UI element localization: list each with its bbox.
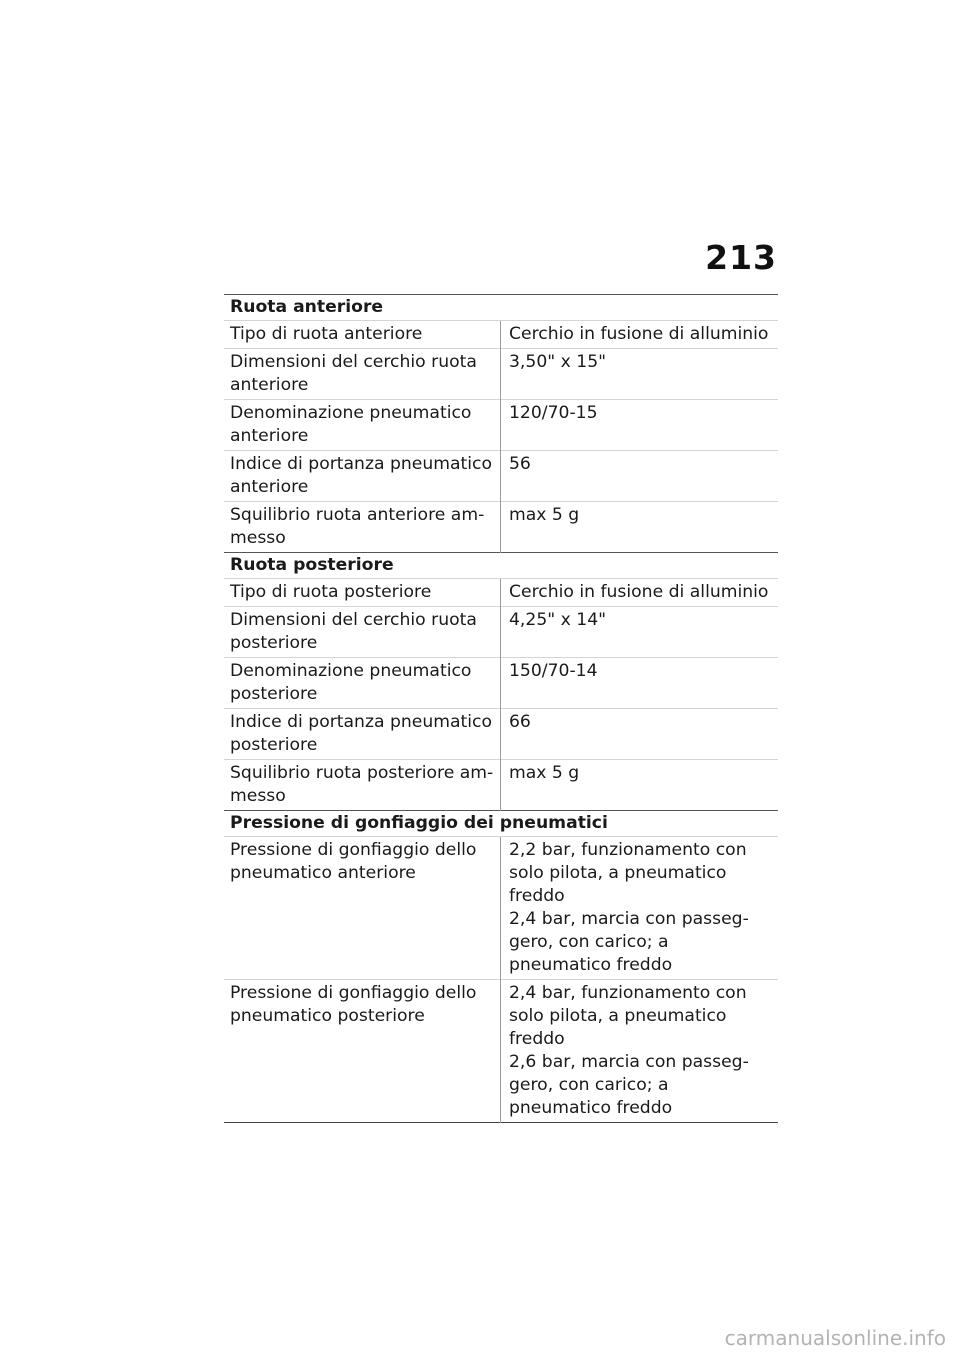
spec-label: Denominazione pneumatico anteriore bbox=[224, 400, 501, 451]
specifications-table bbox=[224, 294, 778, 1123]
spec-value-line: 2,4 bar, funzionamento con solo pilota, a pneumatico freddo bbox=[509, 983, 747, 1049]
spec-value-line: max 5 g bbox=[509, 763, 580, 783]
spec-value bbox=[501, 658, 779, 709]
spec-value bbox=[501, 607, 779, 658]
spec-value-line: 2,2 bar, funzionamento con solo pilota, a pneumatico freddo bbox=[509, 840, 747, 906]
table-row bbox=[224, 837, 778, 980]
spec-value bbox=[501, 400, 779, 451]
spec-value-line: 56 bbox=[509, 454, 531, 474]
table-row bbox=[224, 451, 778, 502]
spec-value bbox=[501, 980, 779, 1123]
table-row bbox=[224, 321, 778, 349]
table-row bbox=[224, 709, 778, 760]
watermark: carmanualsonline.info bbox=[724, 1326, 946, 1350]
table-row bbox=[224, 579, 778, 607]
spec-value bbox=[501, 579, 779, 607]
table-row bbox=[224, 658, 778, 709]
spec-label: Indice di portanza pneumatico posteriore bbox=[224, 709, 501, 760]
spec-value-line: 3,50" x 15" bbox=[509, 352, 607, 372]
section-header bbox=[224, 553, 778, 579]
spec-value-line: 2,4 bar, marcia con passeggero, con carico; a pneumatico freddo bbox=[509, 909, 749, 975]
spec-value-line: 2,6 bar, marcia con passeggero, con carico; a pneumatico freddo bbox=[509, 1052, 749, 1118]
spec-label: Denominazione pneumatico posteriore bbox=[224, 658, 501, 709]
section-title: Ruota posteriore bbox=[224, 553, 778, 579]
spec-label: Tipo di ruota posteriore bbox=[224, 579, 501, 607]
spec-label: Dimensioni del cerchio ruota anteriore bbox=[224, 349, 501, 400]
spec-value bbox=[501, 349, 779, 400]
spec-label: Pressione di gonfiaggio dello pneumatico anteriore bbox=[224, 837, 501, 980]
table-row bbox=[224, 760, 778, 811]
section-header bbox=[224, 811, 778, 837]
spec-value-line: max 5 g bbox=[509, 505, 580, 525]
table-row bbox=[224, 400, 778, 451]
spec-label: Tipo di ruota anteriore bbox=[224, 321, 501, 349]
spec-value-line: 4,25" x 14" bbox=[509, 610, 607, 630]
table-row bbox=[224, 607, 778, 658]
spec-label: Squilibrio ruota anteriore ammesso bbox=[224, 502, 501, 553]
spec-label: Pressione di gonfiaggio dello pneumatico posteriore bbox=[224, 980, 501, 1123]
section-title: Pressione di gonfiaggio dei pneumatici bbox=[224, 811, 778, 837]
table-row bbox=[224, 502, 778, 553]
spec-value-line: 66 bbox=[509, 712, 531, 732]
section-title: Ruota anteriore bbox=[224, 295, 778, 321]
spec-value bbox=[501, 709, 779, 760]
spec-value bbox=[501, 837, 779, 980]
table-row bbox=[224, 349, 778, 400]
spec-value bbox=[501, 321, 779, 349]
page-number: 213 bbox=[705, 238, 777, 277]
spec-label: Squilibrio ruota posteriore ammesso bbox=[224, 760, 501, 811]
spec-value-line: Cerchio in fusione di alluminio bbox=[509, 324, 769, 344]
spec-value-line: 120/70-15 bbox=[509, 403, 598, 423]
spec-value-line: 150/70-14 bbox=[509, 661, 598, 681]
table-row bbox=[224, 980, 778, 1123]
spec-value-line: Cerchio in fusione di alluminio bbox=[509, 582, 769, 602]
spec-value bbox=[501, 760, 779, 811]
spec-value bbox=[501, 451, 779, 502]
section-header bbox=[224, 295, 778, 321]
spec-label: Indice di portanza pneumatico anteriore bbox=[224, 451, 501, 502]
spec-value bbox=[501, 502, 779, 553]
spec-label: Dimensioni del cerchio ruota posteriore bbox=[224, 607, 501, 658]
